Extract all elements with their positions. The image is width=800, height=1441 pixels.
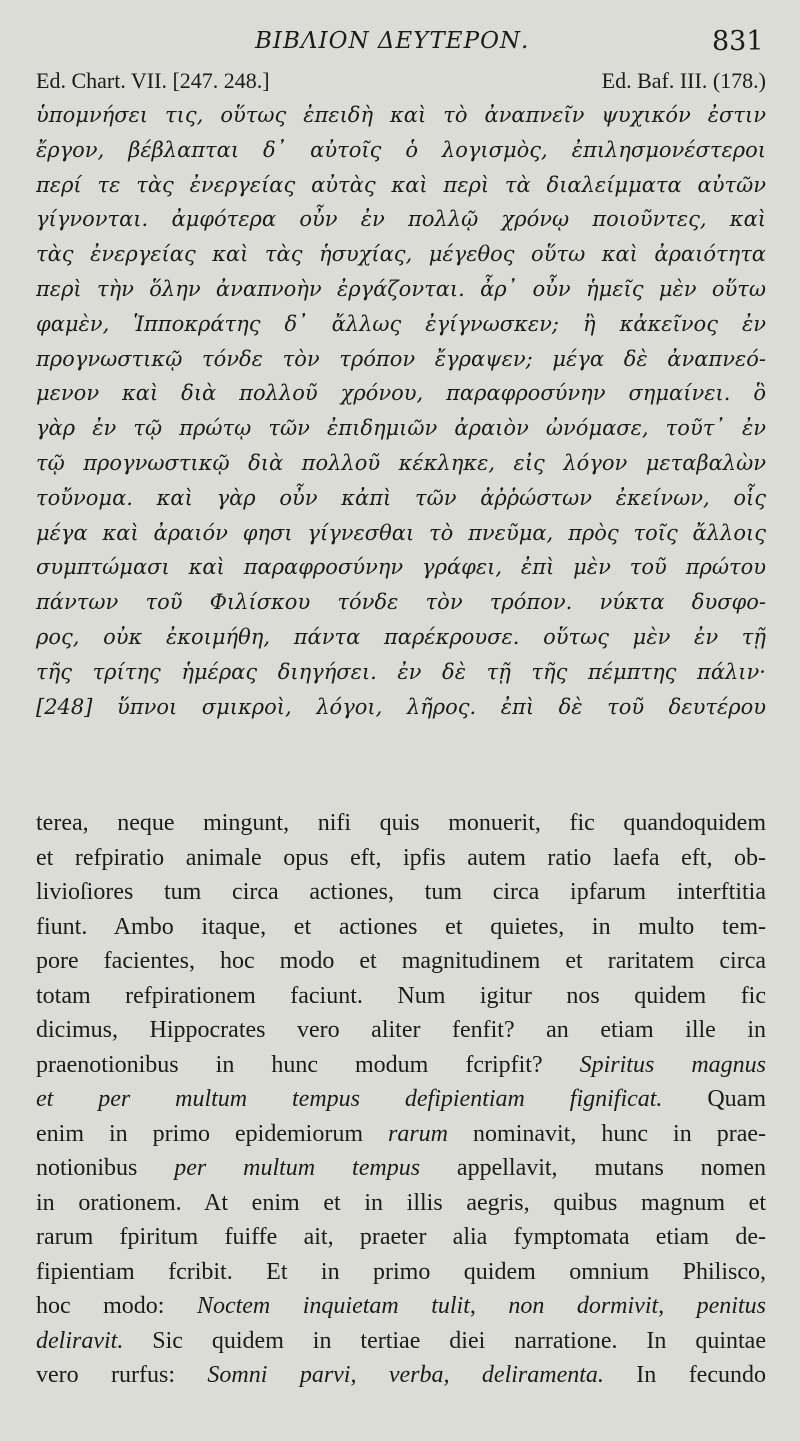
- latin-text-line: [36, 1117, 766, 1152]
- latin-text-segment: fiunt. Ambo itaque, et actiones et quietes, in multo tem-: [36, 913, 766, 940]
- latin-text-segment: enim in primo epidemiorum: [36, 1120, 388, 1147]
- latin-text-line: [36, 1220, 766, 1255]
- latin-text-line: [36, 1324, 766, 1359]
- latin-text-segment: rarum fpiritum fuiffe ait, praeter alia fymptomata etiam de-: [36, 1224, 766, 1250]
- latin-text-segment: appellavit, mutans nomen: [420, 1155, 767, 1181]
- latin-text-segment: hoc modo:: [36, 1293, 197, 1319]
- greek-text-line: συμπτώμασι καὶ παραφροσύνην γράφει, ἐπὶ μὲν τοῦ πρώτου: [36, 555, 766, 580]
- greek-text-line: περὶ τὴν ὅλην ἀναπνοὴν ἐργάζονται. ἆρ᾽ οὖν ἡμεῖς μὲν οὕτω: [36, 276, 766, 301]
- greek-text-line: τοὔνομα. καὶ γὰρ οὖν κἀπὶ τῶν ἀῤῥώστων ἐκείνων, οἷς: [36, 485, 766, 510]
- italic-quotation: Noctem inquietam tulit, non dormivit, penitus: [196, 1293, 766, 1319]
- italic-quotation: rarum: [388, 1120, 449, 1147]
- edition-basel-reference: Ed. Baf. III. (178.): [601, 68, 766, 93]
- greek-text-line: πάντων τοῦ Φιλίσκου τόνδε τὸν τρόπον. νύκτα δυσφο-: [36, 590, 766, 615]
- latin-text-segment: et refpiratio animale opus eft, ipfis autem ratio laefa eft, ob-: [36, 844, 766, 871]
- latin-text-line: [36, 1255, 766, 1290]
- greek-text-line: περί τε τὰς ἐνεργείας αὐτὰς καὶ περὶ τὰ διαλείμματα αὐτῶν: [36, 172, 766, 197]
- latin-text-line: [36, 1082, 766, 1117]
- latin-text-line: [36, 1358, 766, 1393]
- greek-text-line: ἔργον, βέβλαπται δ᾽ αὐτοῖς ὁ λογισμὸς, ἐπιλησμονέστεροι: [36, 137, 766, 162]
- latin-text-segment: In fecundo: [603, 1362, 766, 1388]
- latin-text-segment: praenotionibus in hunc modum fcripfit?: [36, 1051, 580, 1078]
- latin-text-segment: nominavit, hunc in prae-: [448, 1120, 766, 1147]
- greek-text-line: φαμὲν, Ἱπποκράτης δ᾽ ἄλλως ἐγίγνωσκεν; ἢ κἀκεῖνος ἐν: [36, 311, 766, 336]
- italic-quotation: Somni parvi, verba, deliramenta.: [207, 1362, 604, 1388]
- latin-text-line: [36, 1289, 766, 1324]
- greek-text-block: [36, 98, 766, 724]
- latin-text-line: [36, 1048, 766, 1083]
- greek-text-line: μενον καὶ διὰ πολλοῦ χρόνου, παραφροσύνην σημαίνει. ὃ: [36, 381, 766, 406]
- latin-text-line: [36, 806, 766, 841]
- page-header: [0, 20, 800, 60]
- latin-text-line: [36, 979, 766, 1014]
- italic-quotation: et per multum tempus defipientiam fignificat.: [36, 1086, 663, 1112]
- greek-text-line: μέγα καὶ ἀραιόν φησι γίγνεσθαι τὸ πνεῦμα, πρὸς τοῖς ἄλλοις: [36, 520, 766, 545]
- latin-text-block: [36, 806, 766, 1393]
- latin-text-line: [36, 875, 766, 910]
- latin-text-segment: terea, neque mingunt, nifi quis monuerit, fic quandoquidem: [36, 810, 766, 836]
- edition-references: [36, 68, 766, 98]
- latin-text-segment: vero rurfus:: [36, 1362, 208, 1388]
- latin-text-line: [36, 1013, 766, 1048]
- greek-text-line: ὑπομνήσει τις, οὕτως ἐπειδὴ καὶ τὸ ἀναπνεῖν ψυχικόν ἐστιν: [36, 103, 766, 127]
- latin-text-segment: Sic quidem in tertiae diei narratione. In quintae: [123, 1327, 766, 1354]
- latin-text-segment: in orationem. At enim et in illis aegris, quibus magnum et: [36, 1189, 766, 1216]
- italic-quotation: Spiritus magnus: [579, 1051, 766, 1078]
- latin-text-segment: livioſiores tum circa actiones, tum circa ipfarum interftitia: [36, 879, 766, 905]
- italic-quotation: deliravit.: [36, 1327, 124, 1354]
- edition-chart-reference: Ed. Chart. VII. [247. 248.]: [36, 68, 270, 93]
- latin-text-segment: fipientiam fcribit. Et in primo quidem omnium Philisco,: [36, 1258, 766, 1285]
- italic-quotation: per multum tempus: [174, 1155, 421, 1181]
- greek-text-line: τῆς τρίτης ἡμέρας διηγήσει. ἐν δὲ τῇ τῆς πέμπτης πάλιν·: [36, 659, 766, 684]
- latin-text-segment: dicimus, Hippocrates vero aliter fenfit? an etiam ille in: [36, 1017, 766, 1043]
- running-title: ΒΙΒΛΙΟΝ ΔΕΥΤΕΡΟΝ.: [255, 28, 530, 54]
- greek-text-line: τὰς ἐνεργείας καὶ τὰς ἡσυχίας, μέγεθος οὕτω καὶ ἀραιότητα: [36, 242, 766, 267]
- greek-text-line: τῷ προγνωστικῷ διὰ πολλοῦ κέκληκε, εἰς λόγον μεταβαλὼν: [36, 450, 766, 475]
- greek-text-line: γίγνονται. ἀμφότερα οὖν ἐν πολλῷ χρόνῳ ποιοῦντες, καὶ: [36, 207, 766, 232]
- latin-text-line: [36, 910, 766, 945]
- page-number: 831: [712, 26, 764, 57]
- latin-text-segment: notionibus: [36, 1155, 175, 1181]
- greek-text-line: [248] ὕπνοι σμικροὶ, λόγοι, λῆρος. ἐπὶ δὲ τοῦ δευτέρου: [36, 694, 766, 719]
- latin-text-line: [36, 944, 766, 979]
- greek-text-line: ρος, οὐκ ἐκοιμήθη, πάντα παρέκρουσε. οὕτως μὲν ἐν τῇ: [36, 624, 766, 649]
- latin-text-line: [36, 1186, 766, 1221]
- latin-text-line: [36, 841, 766, 876]
- greek-text-line: γὰρ ἐν τῷ πρώτῳ τῶν ἐπιδημιῶν ἀραιὸν ὠνόμασε, τοῦτ᾽ ἐν: [36, 416, 766, 441]
- greek-text-line: προγνωστικῷ τόνδε τὸν τρόπον ἔγραψεν; μέγα δὲ ἀναπνεό-: [36, 346, 766, 371]
- latin-text-segment: totam refpirationem faciunt. Num igitur nos quidem fic: [36, 982, 766, 1009]
- latin-text-segment: Quam: [662, 1086, 766, 1112]
- latin-text-segment: pore facientes, hoc modo et magnitudinem et raritatem circa: [36, 948, 766, 974]
- latin-text-line: [36, 1151, 766, 1186]
